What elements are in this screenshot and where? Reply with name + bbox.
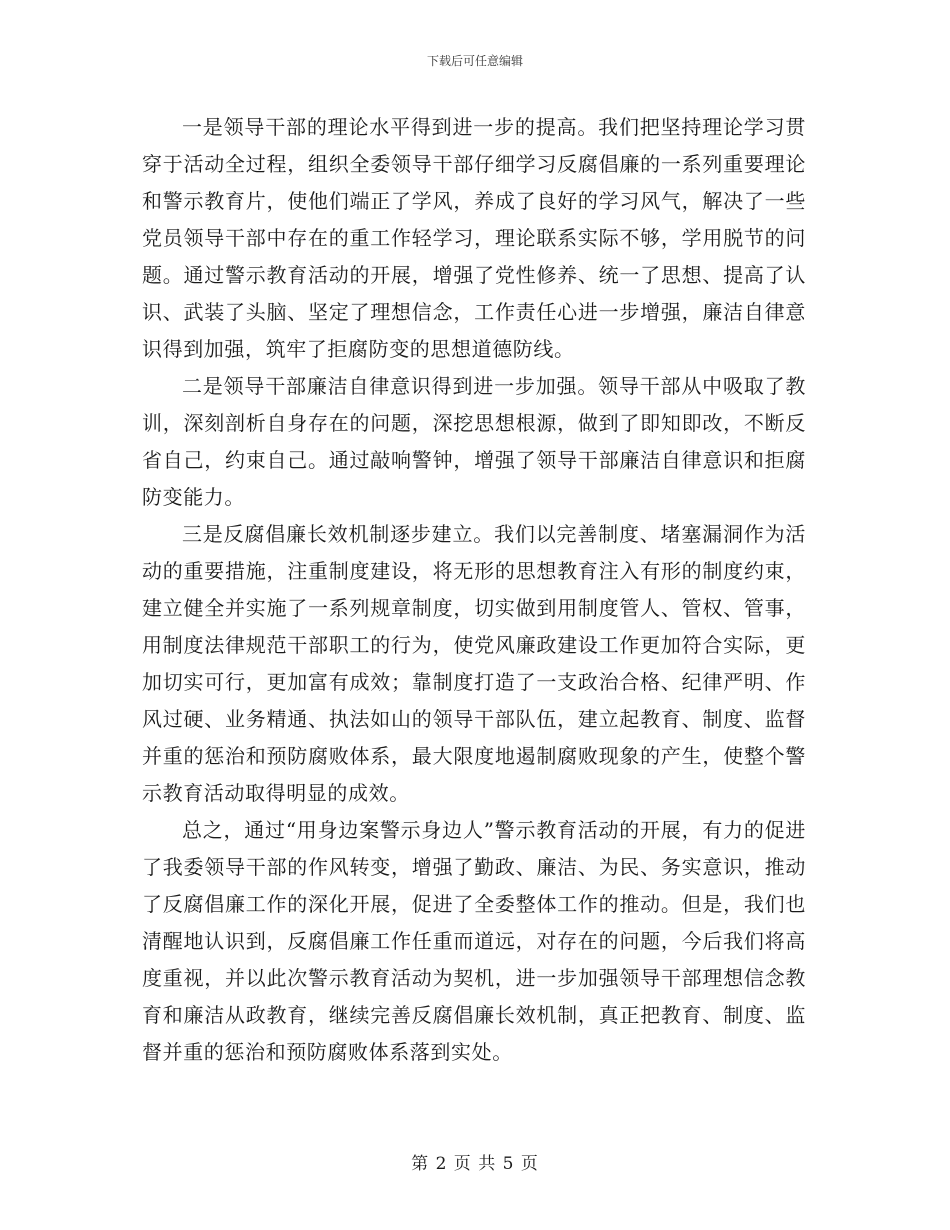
header-note: 下载后可任意编辑 xyxy=(426,54,523,68)
page-number: 第 2 页 共 5 页 xyxy=(411,1154,539,1174)
paragraph-4: 总之，通过“用身边案警示身边人”警示教育活动的开展，有力的促进了我委领导干部的作风转变，增强了勤政、廉洁、为民、务实意识，推动了反腐倡廉工作的深化开展，促进了全委整体工作的推动。但是，我们也清醒地认识到，反腐倡廉工作任重而道远，对存在的问题，今后我们将高度重视，并以此次警示教育活动为契机，进一步加强领导干部理想信念教育和廉洁从政教育，继续完善反腐倡廉长效机制，真正把教育、制度、监督并重的惩治和预防腐败体系落到实处。 xyxy=(142,818,806,1064)
paragraph-2: 二是领导干部廉洁自律意识得到进一步加强。领导干部从中吸取了教训，深刻剖析自身存在的问题，深挖思想根源，做到了即知即改，不断反省自己，约束自己。通过敲响警钟，增强了领导干部廉洁自律意识和拒腐防变能力。 xyxy=(142,374,806,509)
document-body xyxy=(142,109,806,1071)
paragraph-1: 一是领导干部的理论水平得到进一步的提高。我们把坚持理论学习贯穿于活动全过程，组织全委领导干部仔细学习反腐倡廉的一系列重要理论和警示教育片，使他们端正了学风，养成了良好的学习风气，解决了一些党员领导干部中存在的重工作轻学习，理论联系实际不够，学用脱节的问题。通过警示教育活动的开展，增强了党性修养、统一了思想、提高了认识、武装了头脑、坚定了理想信念，工作责任心进一步增强，廉洁自律意识得到加强，筑牢了拒腐防变的思想道德防线。 xyxy=(142,115,806,361)
paragraph-3: 三是反腐倡廉长效机制逐步建立。我们以完善制度、堵塞漏洞作为活动的重要措施，注重制度建设，将无形的思想教育注入有形的制度约束，建立健全并实施了一系列规章制度，切实做到用制度管人、管权、管事，用制度法律规范干部职工的行为，使党风廉政建设工作更加符合实际，更加切实可行，更加富有成效；靠制度打造了一支政治合格、纪律严明、作风过硬、业务精通、执法如山的领导干部队伍，建立起教育、制度、监督并重的惩治和预防腐败体系，最大限度地遏制腐败现象的产生，使整个警示教育活动取得明显的成效。 xyxy=(142,522,806,805)
